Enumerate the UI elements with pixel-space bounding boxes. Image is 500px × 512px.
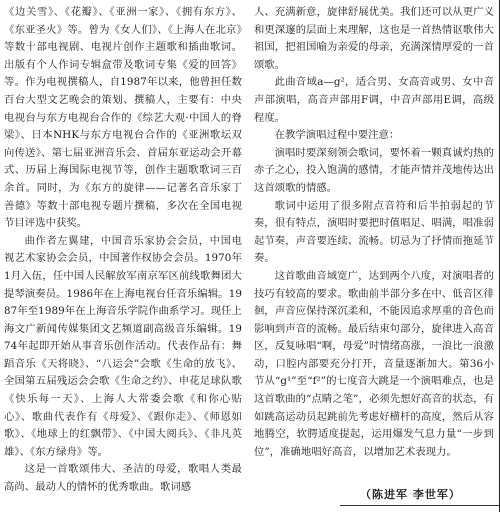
- paragraph-song-meaning: 人、充满新意，旋律舒展优美。我们还可以从更广义和更深邃的层面上来理解，这也是一首热情讴歌伟大祖国，把祖国喻为亲爱的母亲，充满深情厚爱的一首颂歌。: [254, 6, 494, 71]
- paragraph-teaching-heading: 在教学演唱过程中要注意：: [274, 129, 400, 142]
- paragraph-lyricist-works: 《边关雪》、《花瓣》、《亚洲一家》、《拥有东方》、《东亚圣火》等。曾为《女人们》、《上海人在北京》等数十部电视剧、电视片创作主题歌和插曲歌词。出版有个人作词专辑盒带及歌词专集《爱的回答》等。作为电视撰稿人，自1987年以来，他曾担任数百台大型文艺晚会的策划、撰稿人，主要有：中央电视台与东方电视台合作的《综艺大观·中国人的脊梁》、日本NHK与东方电视台合作的《亚洲歌坛双向传送》、第七届亚洲音乐会、首届东亚运动会开幕式、历届上海国际电视节等，创作主题歌歌词三百余首。同时，为《东方的旋律——记著名音乐家丁善德》等数十部电视专题片撰稿，多次在全国电视节目评选中获奖。: [4, 6, 242, 230]
- paragraph-rhythm: 歌词中运用了很多附点音符和后半拍弱起的节奏，很有特点，演唱时要把时值唱足、唱满，唱准弱起节奏，声音要连续、流畅。切忌为了抒情而拖延节奏。: [254, 199, 494, 265]
- paragraph-range-key: 此曲音域a—g²，适合男、女高音或男、女中音声部演唱，高音声部用F调，中音声部用E调，高级程度。: [254, 76, 494, 124]
- paragraph-song-intro: 这是一首歌颂伟大、圣洁的母爱，歌唱人类最高尚、最动人的情怀的优秀歌曲。歌词感: [4, 463, 242, 494]
- paragraph-technique: 这首歌曲音域宽广，达到两个八度，对演唱者的技巧有较高的要求。歌曲前半部分多在中、低音区徘徊，声音应保持深沉柔和，不能因追求厚重的音色而影响到声音的流畅。最后结束句部分，旋律进入高音区，反复咏唱“啊，母爱”时情绪高涨，一浪比一浪激动，口腔内部要充分打开，音量逐渐加大。第36小节从“g¹”至“f²”的七度音大跳是一个演唱难点，也是这首歌曲的“点睛之笔”，必须先想好高音的状态，有如跳高运动员起跳前先考虑好横杆的高度，然后从容地腾空，软腭适度提起，运用爆发气息力量“一步到位”，准确地唱好高音，以增加艺术表现力。: [254, 269, 494, 458]
- author-signature: （陈进军 李世军）: [360, 488, 461, 501]
- left-column: [4, 4, 242, 497]
- paragraph-composer-bio: 曲作者左翼建，中国音乐家协会会员，中国电视艺术家协会会员，中国著作权协会会员。1970年1月入伍，任中国人民解放军南京军区前线歌舞团大提琴演奏员。1986年在上海电视台任音乐编辑。1987年至1989年在上海音乐学院作曲系学习。现任上海文广新闻传媒集团文艺频道副高级音乐编辑。1974年起即开始从事音乐创作活动。代表作品有：舞蹈音乐《天将晓》、“八运会”会歌《生命的放飞》、全国第五届残运会会歌《生命之约》、申花足球队歌《快乐每一天》、上海人大常委会歌《和你心贴心》、歌曲代表作有《母爱》、《跟你走》、《师恩如歌》、《地球上的红飘带》、《中国大阅兵》、《非凡英雄》、《东方绿舟》等。: [4, 234, 242, 458]
- paragraph-emotion: 演唱时要深刻领会歌词，要怀着一颗真诚灼热的赤子之心，投入饱满的感情，才能声情并茂地传达出这首颂歌的情感。: [254, 146, 494, 194]
- right-column: [254, 4, 494, 461]
- bottom-rule: [340, 505, 499, 506]
